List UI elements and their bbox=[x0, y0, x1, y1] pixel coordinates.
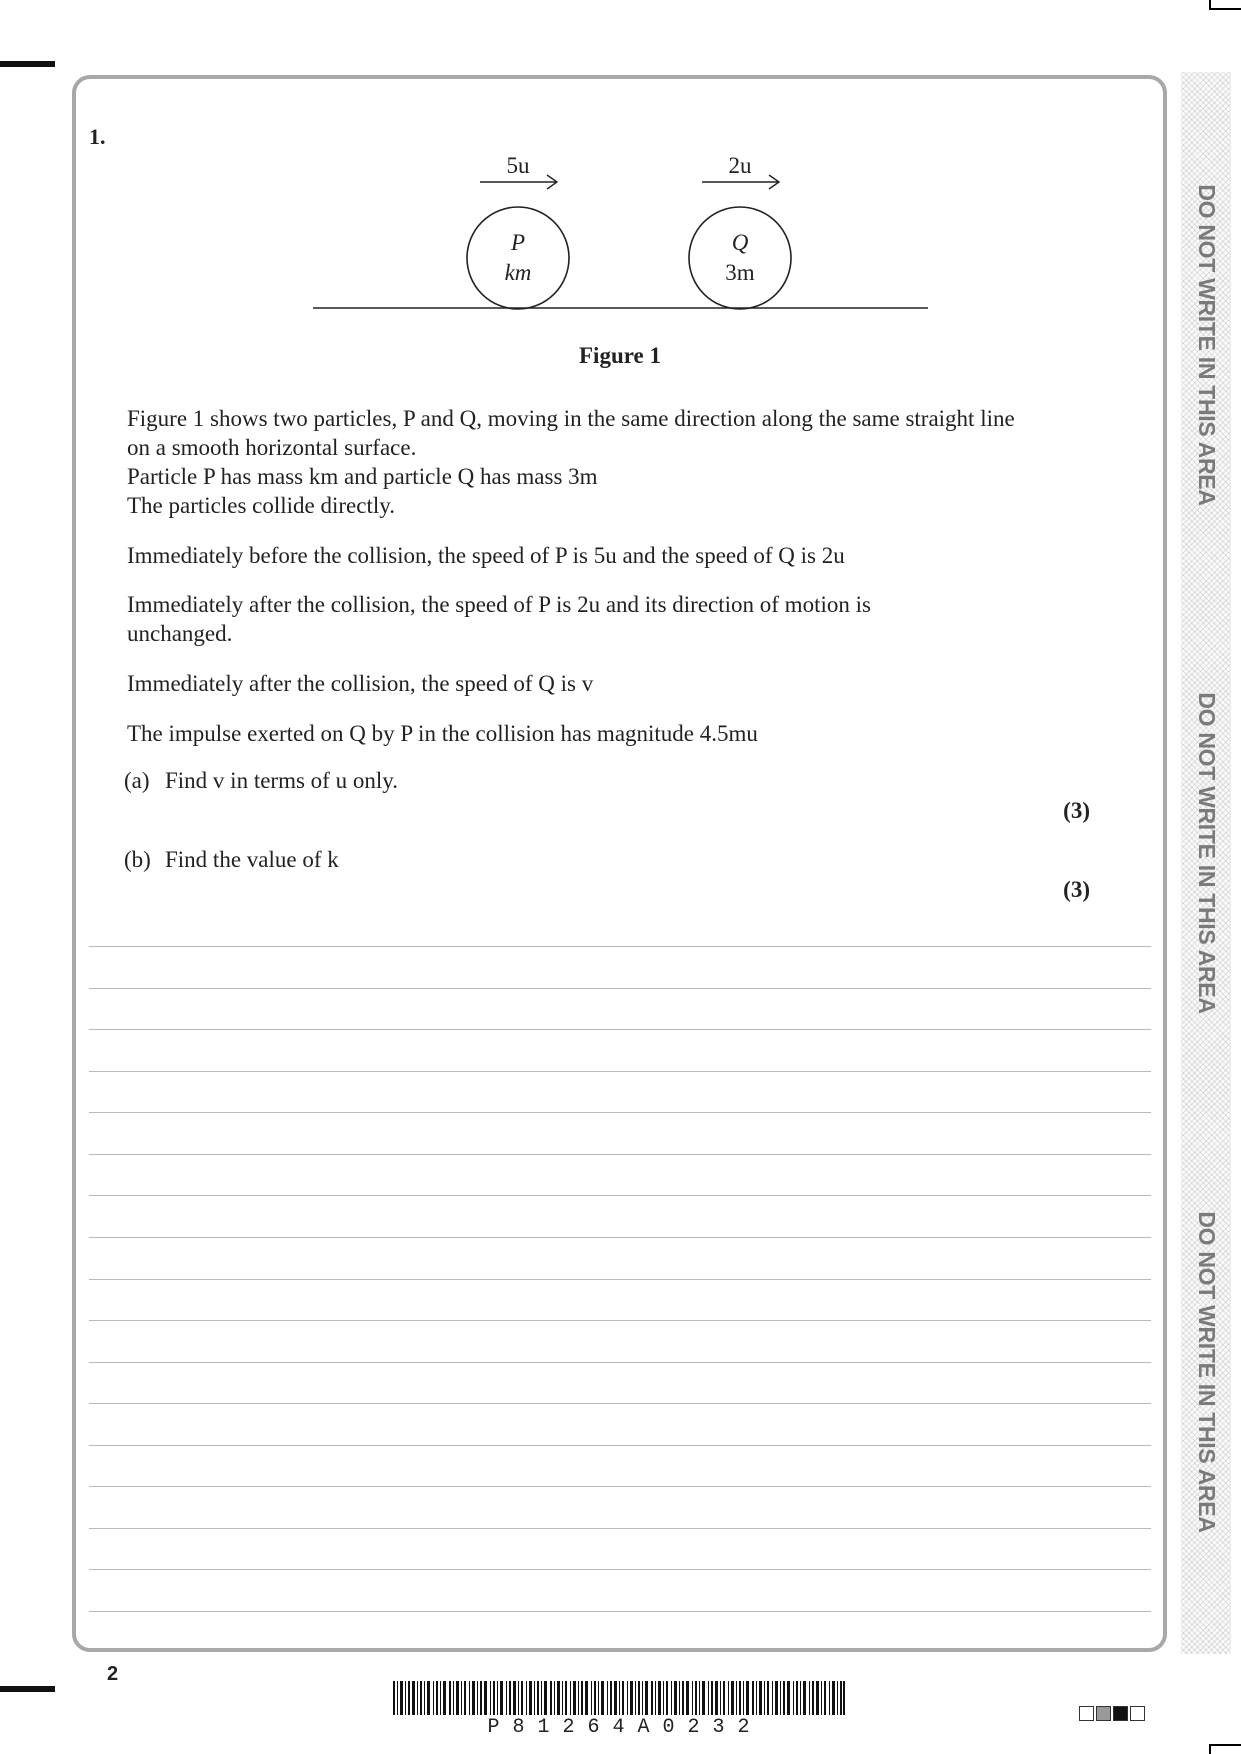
answer-line bbox=[89, 1320, 1151, 1321]
barcode-bars bbox=[393, 1681, 845, 1715]
marker-box bbox=[1130, 1706, 1145, 1721]
particle-p-velocity: 5u bbox=[506, 153, 530, 178]
answer-line bbox=[89, 1403, 1151, 1404]
answer-line bbox=[89, 1154, 1151, 1155]
margin-bar-bottom bbox=[0, 1686, 55, 1692]
barcode bbox=[393, 1681, 845, 1715]
answer-line bbox=[89, 1569, 1151, 1570]
part-a-text: Find v in terms of u only. bbox=[165, 768, 398, 793]
intro-line-1: Figure 1 shows two particles, P and Q, moving in the same direction along the same straight line on a smooth horizontal surface. bbox=[127, 406, 1015, 460]
impulse-text: The impulse exerted on Q by P in the collision has magnitude 4.5mu bbox=[127, 721, 758, 746]
page-number: 2 bbox=[107, 1663, 119, 1685]
intro-line-3: The particles collide directly. bbox=[127, 493, 396, 518]
particle-p-circle bbox=[467, 207, 569, 309]
part-a-label: (a) bbox=[124, 768, 150, 793]
answer-line bbox=[89, 1195, 1151, 1196]
particle-q-circle bbox=[689, 207, 791, 309]
part-b-text: Find the value of k bbox=[165, 847, 339, 872]
intro-line-2: Particle P has mass km and particle Q has mass 3m bbox=[127, 464, 598, 489]
answer-line bbox=[89, 946, 1151, 947]
registration-mark-bottom-right-horizontal bbox=[1209, 1744, 1241, 1746]
do-not-write-label-1: DO NOT WRITE IN THIS AREA bbox=[1194, 184, 1220, 506]
part-b-label: (b) bbox=[124, 847, 151, 872]
barcode-text: P81264A0232 bbox=[487, 1716, 763, 1739]
figure-caption: Figure 1 bbox=[579, 343, 661, 368]
before-collision-text: Immediately before the collision, the speed of P is 5u and the speed of Q is 2u bbox=[127, 543, 845, 568]
answer-line bbox=[89, 1112, 1151, 1113]
particle-q-velocity: 2u bbox=[728, 153, 752, 178]
answer-line bbox=[89, 1486, 1151, 1487]
particle-q-mass: 3m bbox=[725, 260, 755, 285]
particle-p bbox=[467, 153, 569, 309]
particle-q bbox=[689, 153, 791, 309]
answer-line bbox=[89, 1029, 1151, 1030]
answer-writing-area[interactable] bbox=[89, 946, 1151, 1626]
marker-box bbox=[1079, 1706, 1094, 1721]
particle-p-label: P bbox=[510, 230, 526, 255]
answer-line bbox=[89, 988, 1151, 989]
answer-line bbox=[89, 1611, 1151, 1612]
after-collision-p-text: Immediately after the collision, the speed of P is 2u and its direction of motion is unchanged. bbox=[127, 592, 871, 646]
part-a-marks: (3) bbox=[1063, 798, 1090, 823]
answer-line bbox=[89, 1528, 1151, 1529]
do-not-write-label-2: DO NOT WRITE IN THIS AREA bbox=[1194, 692, 1220, 1014]
answer-line bbox=[89, 1237, 1151, 1238]
particle-p-mass: km bbox=[504, 260, 532, 285]
marker-box bbox=[1096, 1706, 1111, 1721]
part-b-marks: (3) bbox=[1063, 877, 1090, 902]
answer-line bbox=[89, 1362, 1151, 1363]
page-marker-boxes bbox=[1079, 1706, 1147, 1721]
do-not-write-label-3: DO NOT WRITE IN THIS AREA bbox=[1194, 1211, 1220, 1533]
registration-mark-top-right-horizontal bbox=[1209, 8, 1241, 10]
answer-line bbox=[89, 1445, 1151, 1446]
margin-bar-top bbox=[0, 61, 55, 67]
marker-box bbox=[1113, 1706, 1128, 1721]
question-number: 1. bbox=[89, 124, 106, 149]
question-intro bbox=[127, 404, 1027, 520]
particle-q-label: Q bbox=[731, 230, 749, 255]
after-collision-q-text: Immediately after the collision, the speed of Q is v bbox=[127, 671, 594, 696]
figure-1-diagram bbox=[300, 140, 950, 320]
answer-line bbox=[89, 1071, 1151, 1072]
answer-line bbox=[89, 1279, 1151, 1280]
